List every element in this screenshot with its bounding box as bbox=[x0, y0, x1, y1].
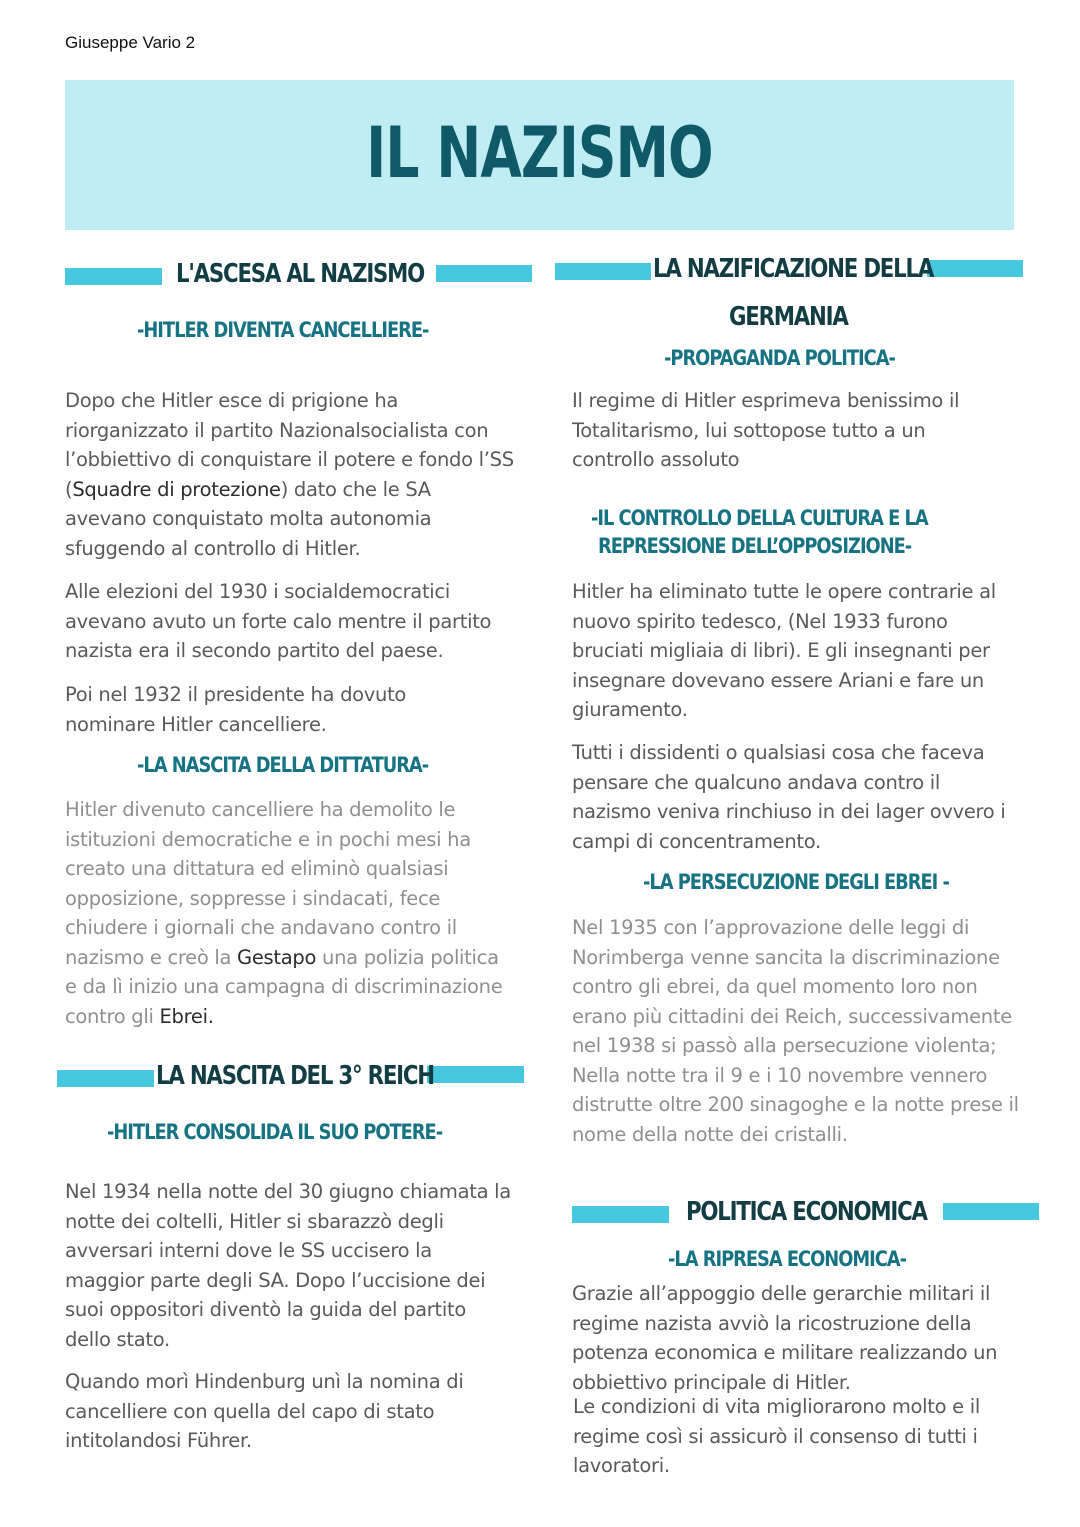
section-title-nazificazione: LA NAZIFICAZIONE DELLA bbox=[653, 254, 934, 284]
section-bar bbox=[65, 268, 162, 285]
section-bar bbox=[572, 1206, 669, 1223]
paragraph: Il regime di Hitler esprimeva benissimo il Totalitarismo, lui sottopose tutto a un controllo assoluto bbox=[572, 389, 960, 471]
author-name: Giuseppe Vario 2 bbox=[65, 33, 196, 52]
section-bar bbox=[555, 263, 651, 280]
section-title-nazificazione-line2: GERMANIA bbox=[729, 302, 848, 332]
section-bar bbox=[427, 1066, 524, 1083]
paragraph: Dopo che Hitler esce di prigione ha riorganizzato il partito Nazionalsocialista con l’obbiettivo di conquistare il potere e fondo l’SS (Squadre di protezione) dato che le SA avevano conquistato molta autonomia sfuggendo al controllo di Hitler. bbox=[65, 389, 514, 560]
paragraph: Hitler ha eliminato tutte le opere contrarie al nuovo spirito tedesco, (Nel 1933 furono bruciati migliaia di libri). E gli insegnanti per insegnare dovevano essere Ariani e fare un giuramento. bbox=[572, 580, 996, 721]
subsection-title: -LA NASCITA DELLA DITTATURA- bbox=[137, 753, 429, 777]
subsection-title: -HITLER CONSOLIDA IL SUO POTERE- bbox=[107, 1120, 443, 1144]
section-bar bbox=[943, 1203, 1039, 1220]
subsection-title: -HITLER DIVENTA CANCELLIERE- bbox=[137, 318, 429, 342]
paragraph: Tutti i dissidenti o qualsiasi cosa che faceva pensare che qualcuno andava contro il nazismo veniva rinchiuso in dei lager ovvero i campi di concentramento. bbox=[572, 741, 1006, 853]
section-bar bbox=[927, 260, 1023, 277]
paragraph: Quando morì Hindenburg unì la nomina di cancelliere con quella del capo di stato intitolandosi Führer. bbox=[65, 1370, 464, 1452]
paragraph: Poi nel 1932 il presidente ha dovuto nominare Hitler cancelliere. bbox=[65, 683, 407, 736]
subsection-title: -LA RIPRESA ECONOMICA- bbox=[668, 1247, 906, 1271]
section-title-economica: POLITICA ECONOMICA bbox=[686, 1197, 927, 1227]
subsection-title-line2: REPRESSIONE DELL’OPPOSIZIONE- bbox=[598, 534, 912, 558]
paragraph: Grazie all’appoggio delle gerarchie militari il regime nazista avviò la ricostruzione della potenza economica e militare realizzando un obbiettivo principale di Hitler. bbox=[572, 1282, 998, 1394]
section-title-ascesa: L'ASCESA AL NAZISMO bbox=[176, 259, 425, 289]
paragraph: Nel 1934 nella notte del 30 giugno chiamata la notte dei coltelli, Hitler si sbarazzò degli avversari interni dove le SS uccisero la maggior parte degli SA. Dopo l’uccisione dei suoi oppositori diventò la guida del partito dello stato. bbox=[65, 1180, 511, 1351]
subsection-title: -LA PERSECUZIONE DEGLI EBREI - bbox=[643, 870, 949, 894]
section-bar bbox=[57, 1070, 154, 1087]
paragraph: Le condizioni di vita migliorarono molto e il regime così si assicurò il consenso di tutti i lavoratori. bbox=[573, 1395, 981, 1477]
paragraph: Nel 1935 con l’approvazione delle leggi di Norimberga venne sancita la discriminazione contro gli ebrei, da quel momento loro non erano più cittadini dei Reich, successivamente nel 1938 si passò alla persecuzione violenta; Nella notte tra il 9 e i 10 novembre vennero distrutte oltre 200 sinagoghe e la notte prese il nome della notte dei cristalli. bbox=[572, 916, 1019, 1146]
paragraph: Hitler divenuto cancelliere ha demolito le istituzioni democratiche e in pochi mesi ha creato una dittatura ed eliminò qualsiasi opposizione, soppresse i sindacati, fece chiudere i giornali che andavano contro il nazismo e creò la Gestapo una polizia politica e da lì inizio una campagna di discriminazione contro gli Ebrei. bbox=[65, 798, 503, 1028]
section-bar bbox=[436, 265, 532, 282]
subsection-title: -IL CONTROLLO DELLA CULTURA E LA bbox=[591, 506, 928, 530]
page-title: IL NAZISMO bbox=[366, 112, 713, 194]
subsection-title: -PROPAGANDA POLITICA- bbox=[664, 346, 895, 370]
section-title-reich: LA NASCITA DEL 3° REICH bbox=[156, 1061, 434, 1091]
paragraph: Alle elezioni del 1930 i socialdemocratici avevano avuto un forte calo mentre il partito nazista era il secondo partito del paese. bbox=[65, 580, 492, 662]
